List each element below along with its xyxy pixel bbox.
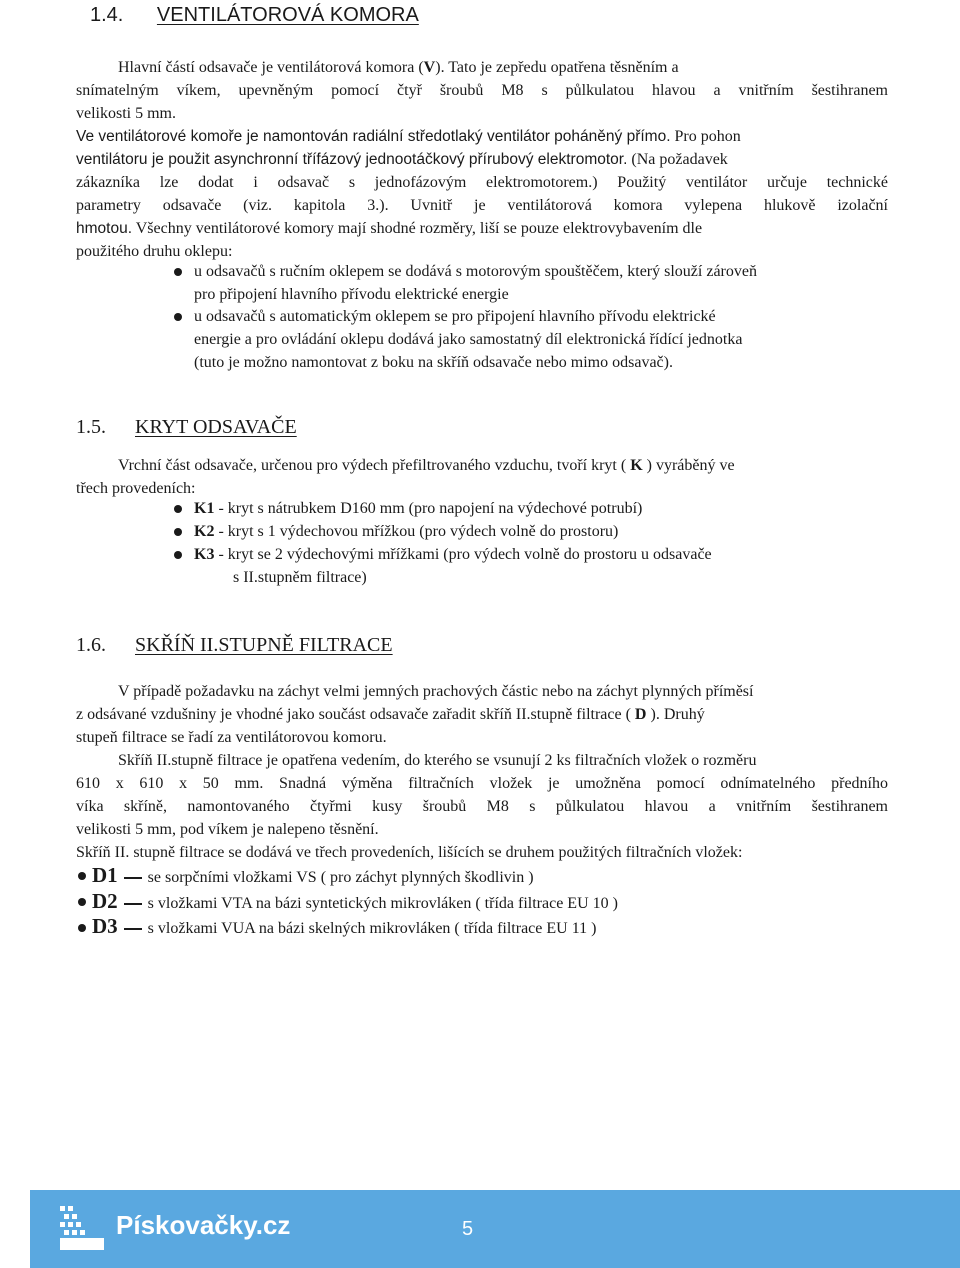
section-number: 1.4. [90, 4, 124, 26]
section-heading-1-6 [76, 634, 393, 657]
s14-line-2: snímatelným víkem, upevněným pomocí čtyř šroubů M8 s půlkulatou hlavou a vnitřním šestihranem [76, 82, 888, 99]
s14-line-3: velikosti 5 mm. [76, 105, 176, 122]
s16-line-3: stupeň filtrace se řadí za ventilátorovou komoru. [76, 729, 387, 746]
s14-bullet-1-line-1: u odsavačů s ručním oklepem se dodává s motorovým spouštěčem, který slouží zároveň [194, 263, 757, 280]
s15-item-k3-cont: s II.stupněm filtrace) [233, 569, 367, 586]
s14-line-1: Hlavní částí odsavače je ventilátorová komora (V). Tato je zepředu opatřena těsněním a [118, 59, 679, 76]
section-number: 1.6. [76, 634, 106, 656]
s15-item-k2: K2 - kryt s 1 výdechovou mřížkou (pro výdech volně do prostoru) [194, 523, 619, 540]
s16-line-7: velikosti 5 mm, pod víkem je nalepeno těsnění. [76, 821, 379, 838]
s16-line-8: Skříň II. stupně filtrace se dodává ve třech provedeních, lišících se druhem použitých filtračních vložek: [76, 844, 743, 861]
s15-intro-line-1: Vrchní část odsavače, určenou pro výdech přefiltrovaného vzduchu, tvoří kryt ( K ) vyráběný ve [118, 457, 735, 474]
s15-item-k1: K1 - kryt s nátrubkem D160 mm (pro napojení na výdechové potrubí) [194, 500, 643, 517]
s16-item-d1: D1 se sorpčními vložkami VS ( pro záchyt plynných škodlivin ) [92, 863, 534, 887]
section-title: KRYT ODSAVAČE [135, 416, 297, 438]
bullet-dot [174, 313, 182, 321]
section-heading-1-5 [76, 416, 297, 439]
brand-logo-icon [58, 1204, 106, 1254]
s15-item-k3: K3 - kryt se 2 výdechovými mřížkami (pro výdech volně do prostoru u odsavače [194, 546, 712, 563]
dash-icon [124, 903, 142, 905]
section-title: VENTILÁTOROVÁ KOMORA [156, 4, 419, 26]
s16-item-d2: D2 s vložkami VTA na bázi syntetických mikrovláken ( třída filtrace EU 10 ) [92, 889, 618, 913]
s14-bullet-2-line-1: u odsavačů s automatickým oklepem se pro připojení hlavního přívodu elektrické [194, 308, 716, 325]
bullet-dot [174, 528, 182, 536]
s15-intro-line-2: třech provedeních: [76, 480, 196, 497]
s16-item-d3: D3 s vložkami VUA na bázi skelných mikrovláken ( třída filtrace EU 11 ) [92, 914, 597, 938]
footer-bar [30, 1190, 960, 1268]
section-number: 1.5. [76, 416, 106, 438]
brand-name[interactable]: Pískovačky.cz [116, 1210, 291, 1240]
bullet-dot [78, 898, 86, 906]
s14-line-9: použitého druhu oklepu: [76, 243, 233, 260]
s14-bullet-2-line-3: (tuto je možno namontovat z boku na skříň odsavače nebo mimo odsavač). [194, 354, 673, 371]
s14-line-5: ventilátoru je použit asynchronní třífázový jednootáčkový přírubový elektromotor. (Na požadavek [76, 151, 728, 168]
s16-line-5: 610 x 610 x 50 mm. Snadná výměna filtračních vložek je umožněna pomocí odnímatelného předního [76, 775, 888, 792]
bullet-dot [78, 872, 86, 880]
bullet-dot [174, 551, 182, 559]
s16-line-1: V případě požadavku na záchyt velmi jemných prachových částic nebo na záchyt plynných příměsí [118, 683, 754, 700]
bullet-dot [174, 505, 182, 513]
section-heading-1-4 [90, 4, 419, 27]
s14-line-7: parametry odsavače (viz. kapitola 3.). Uvnitř je ventilátorová komora vylepena hlukově izolační [76, 197, 888, 214]
page-number: 5 [462, 1218, 474, 1240]
dash-icon [124, 928, 142, 930]
s14-bullet-2-line-2: energie a pro ovládání oklepu dodává jako samostatný díl elektronická řídící jednotka [194, 331, 743, 348]
s14-line-8: hmotou. Všechny ventilátorové komory mají shodné rozměry, liší se pouze elektrovybavením dle [76, 220, 703, 237]
bullet-dot [174, 268, 182, 276]
bullet-dot [78, 924, 86, 932]
s14-bullet-1-line-2: pro připojení hlavního přívodu elektrické energie [194, 286, 509, 303]
s14-line-4: Ve ventilátorové komoře je namontován radiální středotlaký ventilátor poháněný přímo. Pro pohon [76, 128, 741, 145]
section-title: SKŘÍŇ II.STUPNĚ FILTRACE [135, 634, 393, 656]
s16-line-2: z odsávané vzdušniny je vhodné jako součást odsavače zařadit skříň II.stupně filtrace ( D ). Druhý [76, 706, 705, 723]
s16-line-4: Skříň II.stupně filtrace je opatřena vedením, do kterého se vsunují 2 ks filtračních vložek o rozměru [118, 752, 757, 769]
s14-line-6: zákazníka lze dodat i odsavač s jednofázovým elektromotorem.) Použitý ventilátor určuje technické [76, 174, 888, 191]
s16-line-6: víka skříně, namontovaného čtyřmi kusy šroubů M8 s půlkulatou hlavou a vnitřním šestihranem [76, 798, 888, 815]
dash-icon [124, 877, 142, 879]
